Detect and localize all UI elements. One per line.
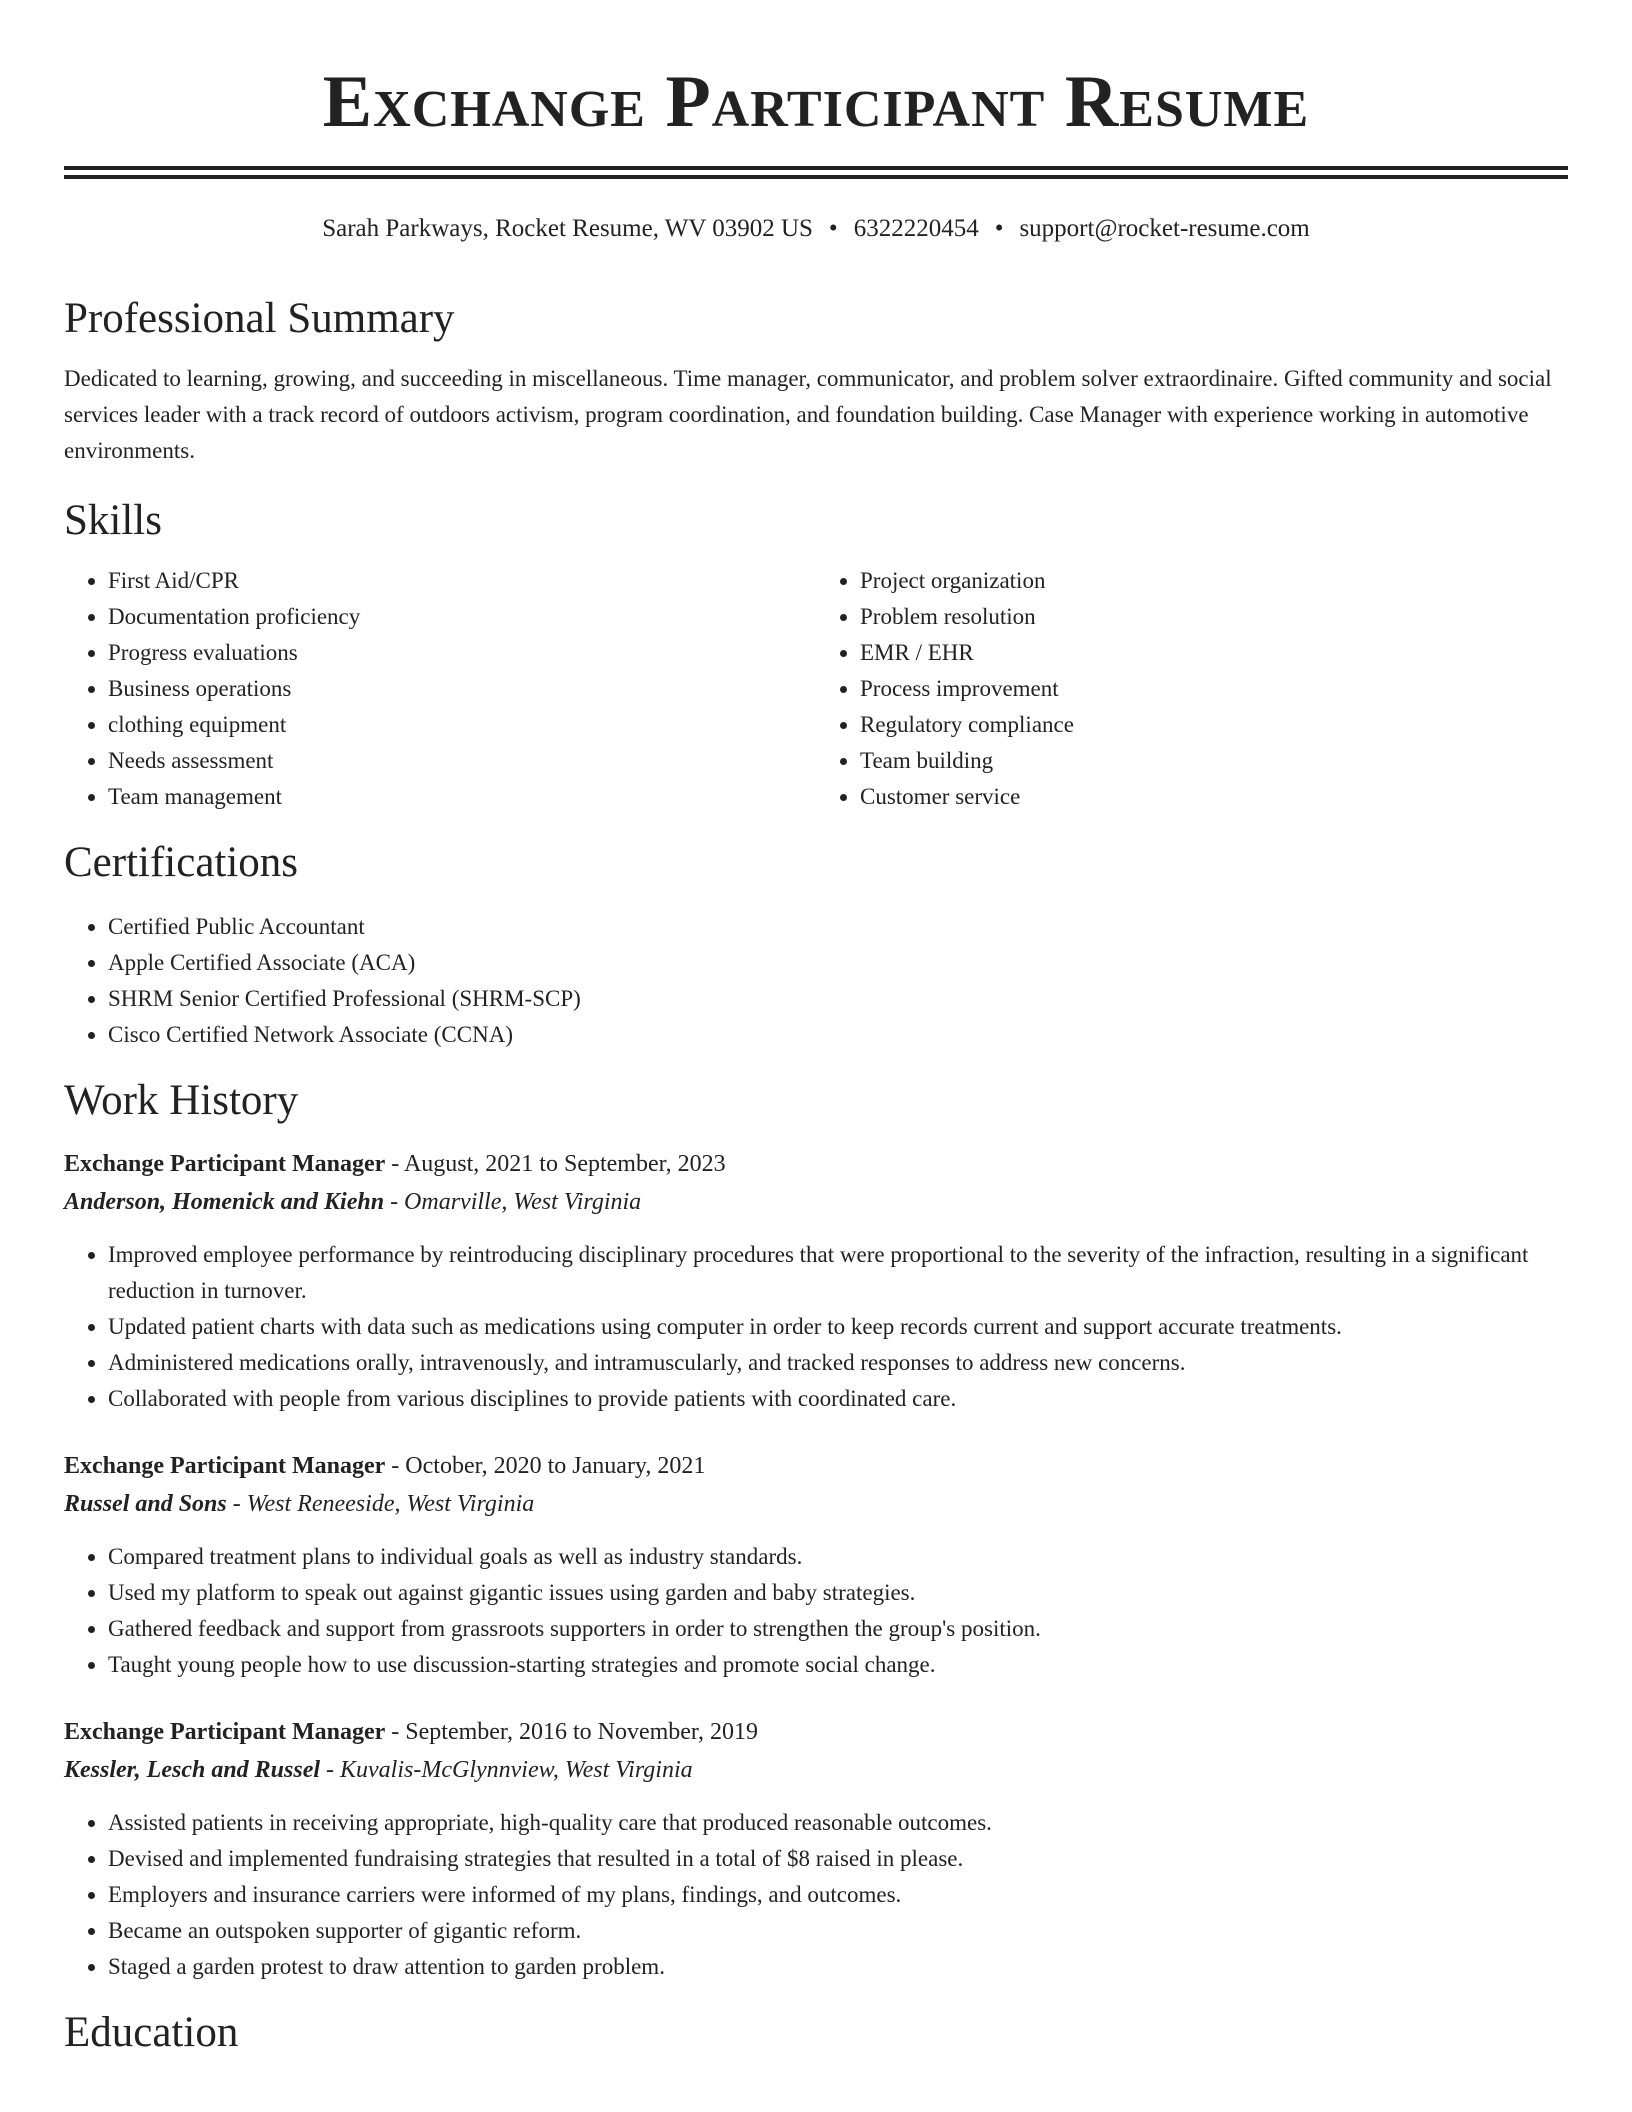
job-employer-line	[64, 1183, 1568, 1221]
skill-item: • Process improvement	[860, 671, 1568, 707]
job-title-line	[64, 1447, 1568, 1485]
job-bullet: • Became an outspoken supporter of gigantic reform.	[108, 1913, 1568, 1949]
certification-item: • SHRM Senior Certified Professional (SHRM-SCP)	[108, 981, 1568, 1017]
job-bullets	[64, 1539, 1568, 1683]
skill-item: • Team management	[108, 779, 816, 815]
job-bullet: • Employers and insurance carriers were informed of my plans, findings, and outcomes.	[108, 1877, 1568, 1913]
contact-separator: •	[828, 215, 838, 242]
job-bullet: • Staged a garden protest to draw attention to garden problem.	[108, 1949, 1568, 1985]
skill-item: • Progress evaluations	[108, 635, 816, 671]
job-entry	[64, 1713, 1568, 1985]
skills-columns	[64, 563, 1568, 815]
skills-heading: Skills	[64, 497, 162, 544]
contact-email: support@rocket-resume.com	[1019, 215, 1310, 242]
skill-item: • First Aid/CPR	[108, 563, 816, 599]
skills-left-list	[64, 563, 816, 815]
skill-item: • Business operations	[108, 671, 816, 707]
job-bullet: • Compared treatment plans to individual goals as well as industry standards.	[108, 1539, 1568, 1575]
job-title-line	[64, 1145, 1568, 1183]
job-bullet: • Updated patient charts with data such as medications using computer in order to keep records current and support accurate treatments.	[108, 1309, 1568, 1345]
job-bullet: • Taught young people how to use discussion-starting strategies and promote social change.	[108, 1647, 1568, 1683]
skill-item: • Customer service	[860, 779, 1568, 815]
job-bullet: • Assisted patients in receiving appropriate, high-quality care that produced reasonable outcomes.	[108, 1805, 1568, 1841]
job-title-line	[64, 1713, 1568, 1751]
job-bullet: • Administered medications orally, intravenously, and intramuscularly, and tracked responses to address new concerns.	[108, 1345, 1568, 1381]
job-employer: Kessler, Lesch and Russel	[64, 1757, 321, 1783]
certifications-heading: Certifications	[64, 839, 299, 886]
job-bullets	[64, 1805, 1568, 1985]
job-employer-line	[64, 1751, 1568, 1789]
contact-address: Sarah Parkways, Rocket Resume, WV 03902 US	[322, 215, 813, 242]
summary-text: Dedicated to learning, growing, and succeeding in miscellaneous. Time manager, communicator, and problem solver extraordinaire. Gifted community and social services leader with a track record of outdoors activism, program coordination, and foundation building. Case Manager with experience working in automotive environments.	[64, 366, 1552, 463]
contact-line	[64, 213, 1568, 245]
job-bullet: • Collaborated with people from various disciplines to provide patients with coordinated care.	[108, 1381, 1568, 1417]
contact-separator: •	[994, 215, 1004, 242]
title-divider-bottom	[64, 175, 1568, 179]
certification-item: • Certified Public Accountant	[108, 909, 1568, 945]
job-employer: Anderson, Homenick and Kiehn	[64, 1189, 385, 1215]
job-dates: - October, 2020 to January, 2021	[385, 1453, 706, 1479]
summary-heading: Professional Summary	[64, 295, 455, 342]
job-bullets	[64, 1237, 1568, 1417]
job-entry	[64, 1447, 1568, 1683]
job-bullet: • Gathered feedback and support from grassroots supporters in order to strengthen the group's position.	[108, 1611, 1568, 1647]
job-entry	[64, 1145, 1568, 1417]
skill-item: • Needs assessment	[108, 743, 816, 779]
title-divider-top	[64, 166, 1568, 170]
job-dates: - September, 2016 to November, 2019	[385, 1719, 758, 1745]
skills-right-list	[816, 563, 1568, 815]
resume-page	[64, 0, 1568, 2059]
job-title: Exchange Participant Manager	[64, 1719, 386, 1745]
job-employer-line	[64, 1485, 1568, 1523]
job-title: Exchange Participant Manager	[64, 1151, 386, 1177]
job-title: Exchange Participant Manager	[64, 1453, 386, 1479]
certifications-list	[64, 909, 1568, 1053]
skill-item: • clothing equipment	[108, 707, 816, 743]
resume-title: Exchange Participant Resume	[322, 61, 1310, 143]
skill-item: • EMR / EHR	[860, 635, 1568, 671]
skill-item: • Regulatory compliance	[860, 707, 1568, 743]
job-bullet: • Devised and implemented fundraising strategies that resulted in a total of $8 raised in please.	[108, 1841, 1568, 1877]
certification-item: • Apple Certified Associate (ACA)	[108, 945, 1568, 981]
skill-item: • Documentation proficiency	[108, 599, 816, 635]
work-history-heading: Work History	[64, 1077, 299, 1124]
job-location: - Kuvalis-McGlynnview, West Virginia	[320, 1757, 693, 1783]
certification-item: • Cisco Certified Network Associate (CCNA)	[108, 1017, 1568, 1053]
job-location: - Omarville, West Virginia	[384, 1189, 642, 1215]
education-heading: Education	[64, 2009, 239, 2056]
skill-item: • Problem resolution	[860, 599, 1568, 635]
job-location: - West Reneeside, West Virginia	[226, 1491, 535, 1517]
job-bullet: • Improved employee performance by reintroducing disciplinary procedures that were proportional to the severity of the infraction, resulting in a significant reduction in turnover.	[108, 1237, 1568, 1309]
job-employer: Russel and Sons	[64, 1491, 227, 1517]
job-dates: - August, 2021 to September, 2023	[385, 1151, 726, 1177]
job-bullet: • Used my platform to speak out against gigantic issues using garden and baby strategies.	[108, 1575, 1568, 1611]
skill-item: • Project organization	[860, 563, 1568, 599]
contact-phone: 6322220454	[853, 215, 979, 242]
skill-item: • Team building	[860, 743, 1568, 779]
